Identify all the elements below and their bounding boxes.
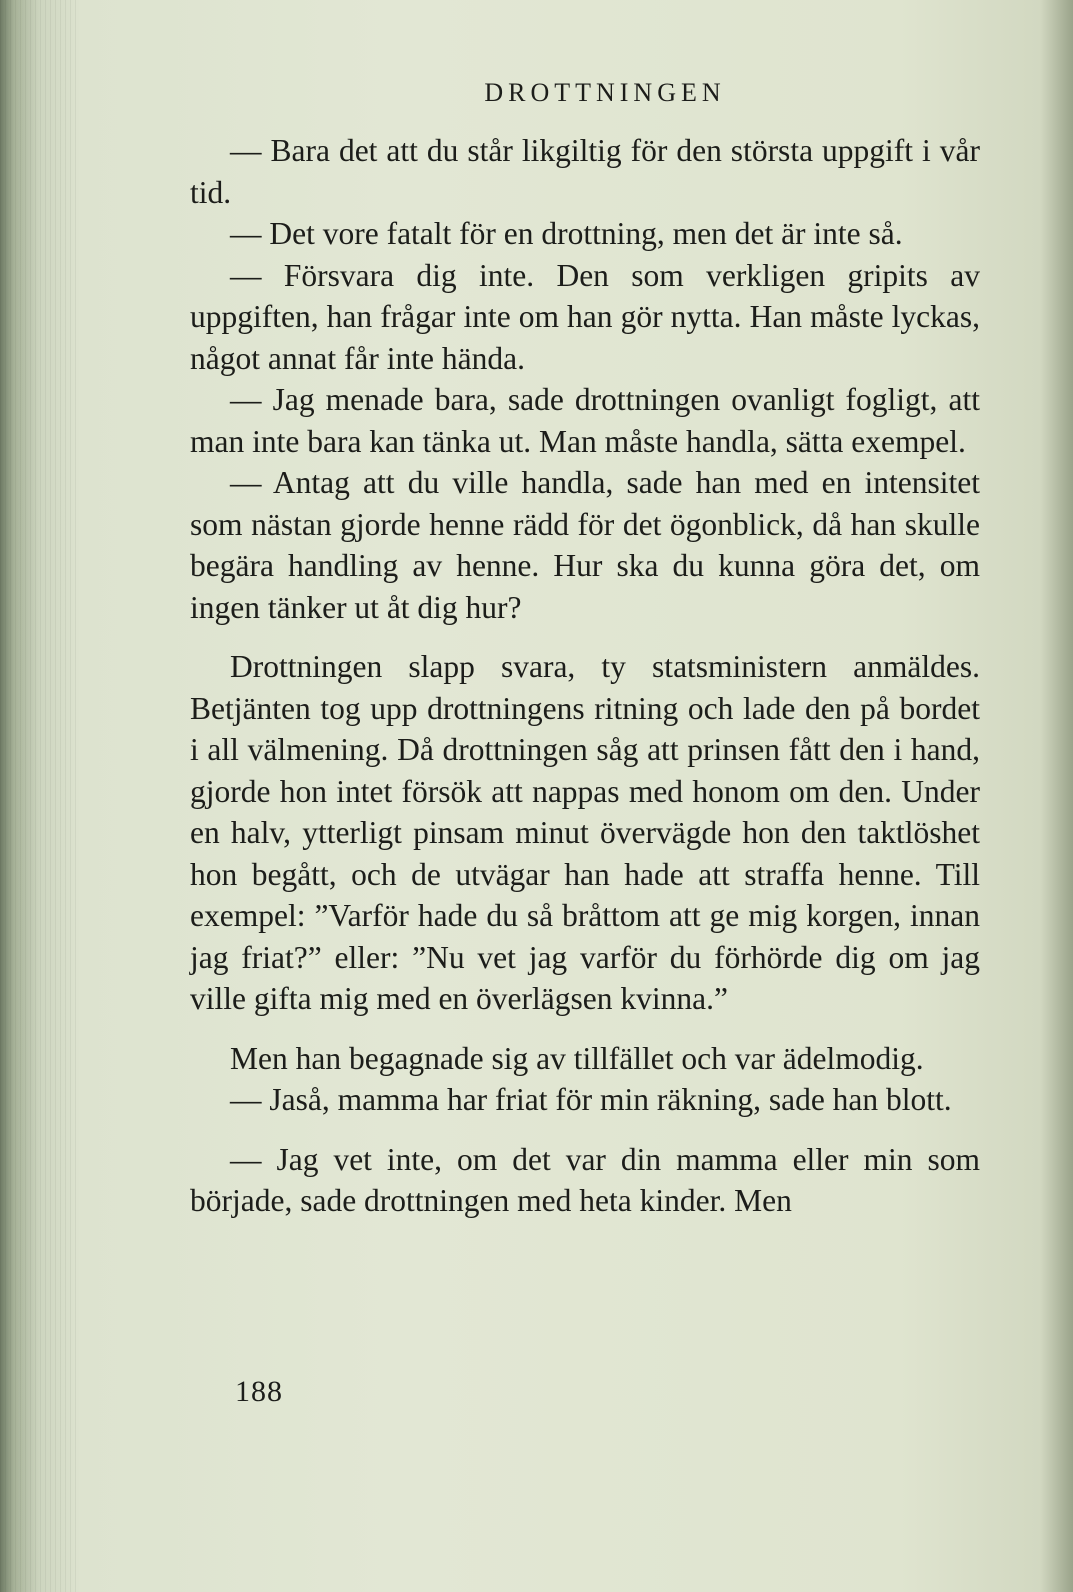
paragraph: — Jag vet inte, om det var din mamma eller min som började, sade drottningen med heta kinder. Men [190,1141,980,1218]
book-page [190,70,980,1450]
paragraph: Men han begagnade sig av tillfället och var ädelmodig. [230,1040,924,1076]
paragraph: Drottningen slapp svara, ty statsministern anmäldes. Betjänten tog upp drottningens ritning och lade den på bordet i all välmening. Då drottningen såg att prinsen fått den i hand, gjorde hon intet försök att nappas med honom om den. Under en halv, ytterligt pinsam minut övervägde hon den taktlöshet hon begått, och de utvägar han hade att straffa henne. Till exempel: ”Varför hade du så bråttom att ge mig korgen, innan jag friat?” eller: ”Nu vet jag varför du förhörde dig om jag ville gifta mig med en överlägsen kvinna.” [190,649,980,1016]
paragraph: — Antag att du ville handla, sade han med en intensitet som nästan gjorde henne rädd för det ögonblick, då han skulle begära handling av henne. Hur ska du kunna göra det, om ingen tänker ut åt dig hur? [190,465,980,625]
body-text [190,130,980,1222]
paragraph: — Det vore fatalt för en drottning, men det är inte så. [230,216,903,251]
paragraph: — Jaså, mamma har friat för min räkning, sade han blott. [230,1082,952,1117]
page-number: 188 [235,1375,283,1408]
page-stack-edge [0,0,80,1592]
running-head: DROTTNINGEN [484,78,726,107]
paragraph: — Bara det att du står likgiltig för den största uppgift i vår tid. [190,133,980,210]
paragraph: — Jag menade bara, sade drottningen ovanligt fogligt, att man inte bara kan tänka ut. Man måste handla, sätta exempel. [190,382,980,459]
paragraph: — Försvara dig inte. Den som verkligen gripits av uppgiften, han frågar inte om han gör nytta. Han måste lyckas, något annat får inte hända. [190,257,980,376]
